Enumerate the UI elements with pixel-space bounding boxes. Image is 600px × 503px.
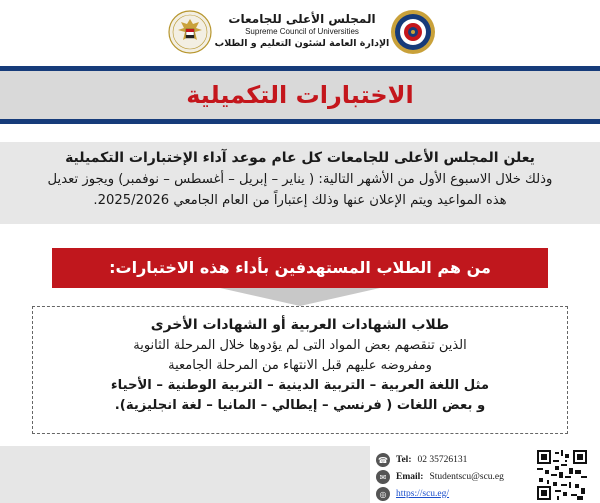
- egypt-eagle-logo: [168, 10, 212, 54]
- target-students-banner: [52, 248, 548, 288]
- announcement-block: [0, 142, 600, 224]
- qr-code-icon[interactable]: [537, 450, 587, 500]
- announcement-line-3: هذه المواعيد ويتم الإعلان عنها وذلك إعتباراً من العام الجامعي 2025/2026.: [93, 193, 507, 208]
- globe-icon: ◎: [376, 487, 390, 501]
- band-bottom-line: [0, 119, 600, 124]
- organization-name-block: [212, 12, 392, 49]
- email-value[interactable]: Studentscu@scu.eg: [429, 472, 504, 482]
- email-label: Email:: [396, 472, 424, 482]
- target-students-heading: من هم الطلاب المستهدفين بأداء هذه الاختبارات:: [109, 258, 491, 277]
- page-title: الاختبارات التكميلية: [186, 81, 414, 109]
- title-band: [0, 66, 600, 124]
- contact-email: [376, 469, 504, 485]
- website-link[interactable]: https://scu.eg/: [396, 489, 450, 499]
- department-name: الإدارة العامة لشئون التعليم و الطلاب: [214, 38, 390, 49]
- org-name-arabic: المجلس الأعلى للجامعات: [228, 12, 376, 26]
- org-name-english: Supreme Council of Universities: [245, 27, 359, 36]
- announcement-line-1: يعلن المجلس الأعلى للجامعات كل عام موعد آداء الإختبارات التكميلية: [65, 150, 535, 166]
- eligibility-subjects: مثل اللغة العربية – التربية الدينية – التربية الوطنية – الأحياء: [110, 378, 490, 393]
- announcement-line-2: وذلك خلال الاسبوع الأول من الأشهر التالية: ( يناير – إبريل – أغسطس – نوفمبر) ويجوز تعديل: [47, 172, 553, 187]
- contact-phone: [376, 452, 467, 468]
- down-arrow-icon: [220, 288, 380, 306]
- page-header: [0, 0, 600, 62]
- phone-label: Tel:: [396, 455, 412, 465]
- contact-footer: [0, 446, 600, 503]
- eligibility-box: [32, 306, 568, 434]
- contact-website: [376, 486, 449, 502]
- supreme-council-logo: [390, 9, 436, 55]
- phone-value: 02 35726131: [417, 455, 468, 465]
- eligibility-line-1: الذين تنقصهم بعض المواد التى لم يؤدوها خلال المرحلة الثانوية: [133, 338, 467, 353]
- footer-gray-area: [0, 446, 370, 503]
- eligibility-line-2: ومفروضه عليهم قبل الانتهاء من المرحلة الجامعية: [168, 358, 432, 373]
- phone-icon: ☎: [376, 453, 390, 467]
- email-icon: ✉: [376, 470, 390, 484]
- eligibility-languages: و بعض اللغات ( فرنسي – إيطالي – المانيا – لغة انجليزية).: [114, 398, 486, 413]
- eligibility-heading: طلاب الشهادات العربية أو الشهادات الأخرى: [150, 317, 450, 333]
